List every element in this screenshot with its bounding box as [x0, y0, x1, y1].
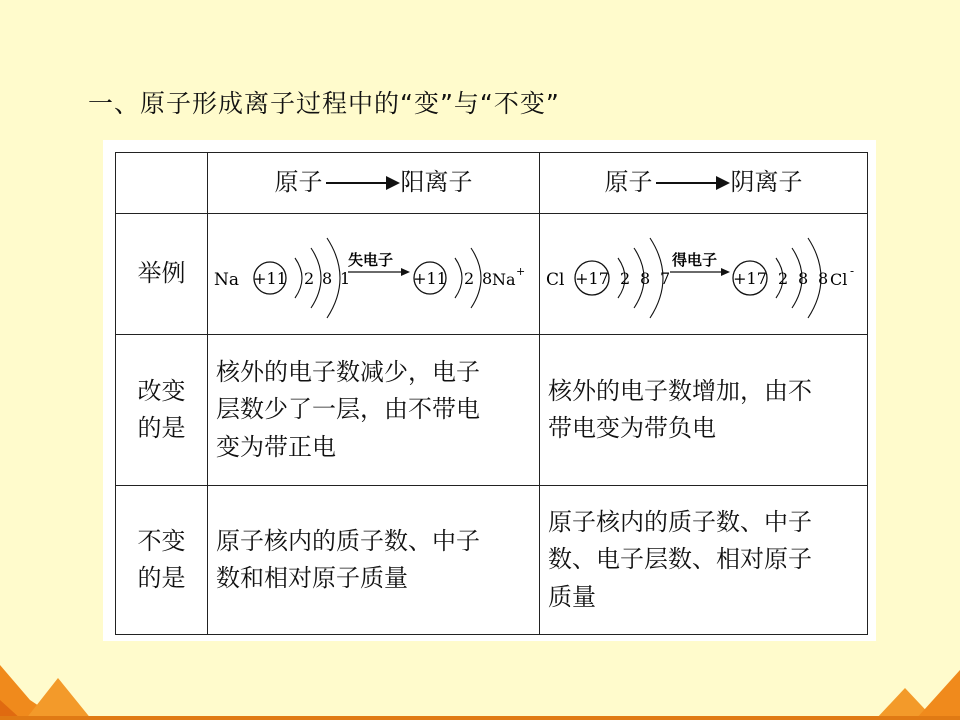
- cl-shell-count: 2: [620, 269, 631, 288]
- unchanged-cation-line: 数和相对原子质量: [216, 564, 408, 592]
- changed-cation-line: 核外的电子数减少，电子: [216, 358, 480, 387]
- cl-atom-nucleus: +17: [575, 269, 609, 288]
- na-shell-count: 2: [304, 269, 315, 288]
- header-col1-to: 阳离子: [400, 168, 473, 197]
- cl-ion-symbol: Cl: [830, 270, 848, 289]
- cl-atom-symbol: Cl: [546, 270, 565, 290]
- header-col1-from: 原子: [274, 168, 323, 197]
- na-ion-symbol: Na: [492, 270, 516, 289]
- left-triangle-decoration: [25, 678, 92, 720]
- example-row-label: 举例: [116, 214, 208, 335]
- changed-label-line: 的是: [137, 414, 186, 442]
- changed-anion-line: 核外的电子数增加，由不: [548, 376, 812, 405]
- unchanged-label-line: 的是: [137, 564, 186, 592]
- cl-ion-shell-count: 8: [818, 269, 829, 288]
- changed-anion-line: 带电变为带负电: [548, 414, 716, 442]
- na-ion-nucleus: +11: [413, 269, 447, 288]
- slide-title: 一、原子形成离子过程中的“变”与“不变”: [88, 89, 560, 118]
- cl-ion-nucleus: +17: [733, 269, 767, 288]
- unchanged-label-line: 不变: [137, 526, 186, 555]
- changed-label-line: 改变: [137, 376, 186, 405]
- na-shell-count: 1: [340, 269, 351, 288]
- changed-cation-line: 变为带正电: [216, 432, 336, 461]
- na-ion-shell-count: 2: [464, 269, 475, 288]
- na-ion-charge: +: [516, 265, 526, 278]
- unchanged-anion-line: 质量: [548, 582, 596, 611]
- na-ion-shell-count: 8: [482, 269, 493, 288]
- unchanged-anion-line: 数、电子层数、相对原子: [548, 545, 812, 574]
- na-process-label: 失电子: [348, 251, 394, 269]
- changed-cation-line: 层数少了一层，由不带电: [216, 395, 480, 424]
- header-col2-to: 阴离子: [730, 168, 803, 197]
- header-col2-from: 原子: [604, 168, 653, 197]
- na-shell-count: 8: [322, 269, 333, 288]
- right-triangle-decoration: [915, 670, 960, 720]
- unchanged-anion-line: 原子核内的质子数、中子: [548, 508, 812, 537]
- cl-ion-charge: -: [850, 264, 855, 278]
- cl-shell-count: 8: [640, 269, 651, 288]
- cl-ion-shell-count: 8: [798, 269, 809, 288]
- cl-shell-count: 7: [660, 269, 671, 288]
- na-atom-symbol: Na: [214, 270, 240, 290]
- cl-process-label: 得电子: [672, 251, 718, 269]
- cl-ion-shell-count: 2: [778, 269, 789, 288]
- na-atom-nucleus: +11: [253, 269, 287, 288]
- unchanged-cation-line: 原子核内的质子数、中子: [216, 526, 480, 555]
- bottom-stripe: [0, 716, 960, 720]
